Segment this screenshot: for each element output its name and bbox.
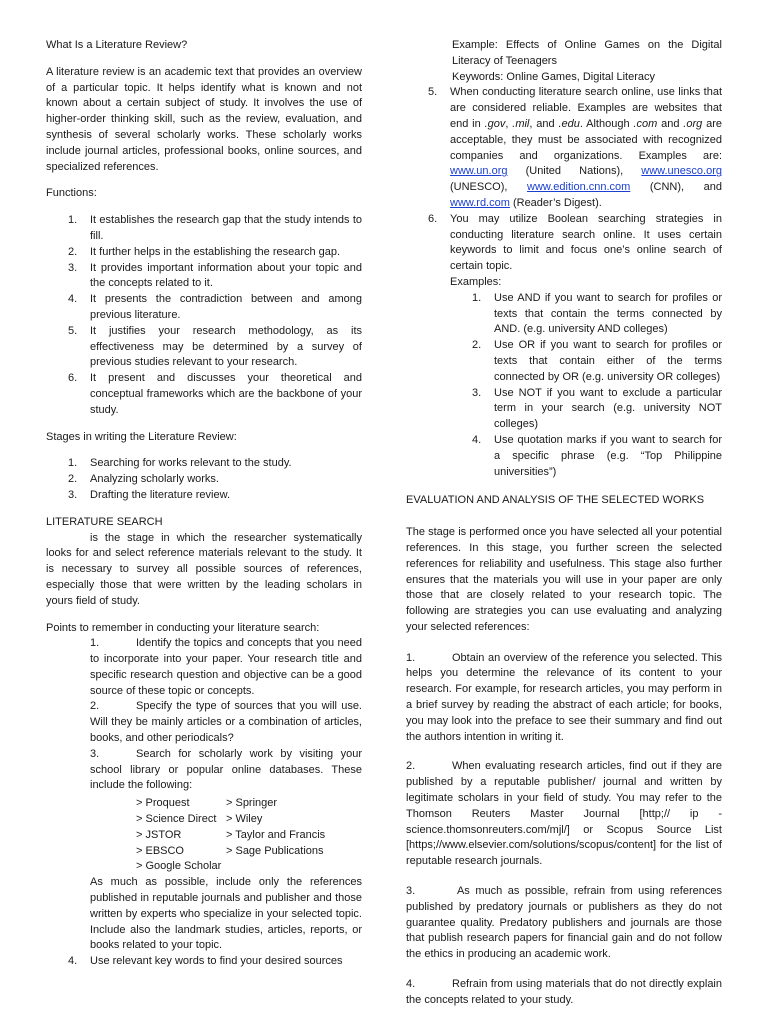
right-column xyxy=(406,38,722,1009)
document-title: What Is a Literature Review? xyxy=(46,39,188,51)
point3-continuation: As much as possible, include only the references published in reputable journals and publisher and those written by experts who specialize in your selected topic. Include also the landmark studies, articles, reports, or books related to your topic. xyxy=(90,876,362,952)
example-title: Example: Effects of Online Games on the Digital Literacy of Teenagers xyxy=(452,39,722,67)
list-item: 6. You may utilize Boolean searching strategies in conducting literature search online. It uses certain keywords to limit and focus one’s online search of certain topic. Examples: 1. Use AND if you want to search for profiles or texts that contain the terms connected by AND. (e.g. university AND colleges) 2. Use OR if you want to search for profiles or texts that contain either of the terms connected by OR (e.g. university OR colleges) 3. Use NOT if you want to exclude a particular term in your search (e.g. university NOT colleges) 4. Use quotation marks if you want to search for a specific phrase (e.g. “Top Philippine universities”) xyxy=(406,212,722,481)
evaluation-heading: EVALUATION AND ANALYSIS OF THE SELECTED WORKS xyxy=(406,494,705,507)
list-item: > JSTOR > Taylor and Francis xyxy=(136,828,326,841)
points-heading: Points to remember in conducting your literature search: xyxy=(46,621,320,634)
list-item: > Proquest > Springer xyxy=(136,797,278,810)
literature-search-heading: LITERATURE SEARCH xyxy=(46,515,163,528)
list-item: 1. It establishes the research gap that the study intends to fill. xyxy=(68,214,362,242)
list-item: 2. Specify the type of sources that you will use. Will they be mainly articles or a combination of articles, books, and other periodicals? xyxy=(90,700,362,745)
list-item: 4. It presents the contradiction between and among previous literature. xyxy=(68,293,362,321)
link-cnn[interactable]: www.edition.cnn.com xyxy=(527,181,631,194)
list-item: 2. It further helps in the establishing the research gap. xyxy=(68,245,341,258)
list-item: 4. Use relevant key words to find your desired sources xyxy=(68,955,343,968)
strategy-item: 2. When evaluating research articles, find out if they are published by a reputable publisher/ journal and written by legitimate scholars in your field of study. You may refer to the Thomson Reuters Master Journal [http;// ip - science.thomsonreuters.com/mjl/] or Scopus Source List [https;//www.elsevier.com/solutions/scopus/content] for the list of reputable research journals. xyxy=(406,760,722,868)
list-item: > Google Scholar xyxy=(136,860,222,873)
list-item: 4. Use quotation marks if you want to search for a specific phrase (e.g. “Top Philippine universities”) xyxy=(472,433,722,478)
list-item: > Science Direct > Wiley xyxy=(136,813,263,826)
stages-heading: Stages in writing the Literature Review: xyxy=(46,430,237,443)
strategy-item: 3. As much as possible, refrain from using references published by predatory journals or publishers as they do not guarantee quality. Predatory publishers and journals are those that publish research papers for financial gain and do not follow the ethics in producing an academic work. xyxy=(406,885,722,961)
link-unesco[interactable]: www.unesco.org xyxy=(641,165,722,178)
points-list xyxy=(46,636,362,954)
list-item: 3. Drafting the literature review. xyxy=(68,488,231,501)
link-rd[interactable]: www.rd.com xyxy=(450,196,510,209)
intro-paragraph: A literature review is an academic text that provides an overview of a particular topic. It helps identify what is known and not known about a certain subject of study. It involves the use of higher-order thinking skill, such as the review, evaluation, and synthesis of several scholarly works. These scholarly works include journal articles, professional books, online sources, and specialized references. xyxy=(46,65,362,173)
list-item: 1. Searching for works relevant to the study. xyxy=(68,457,292,470)
points-list-right xyxy=(406,85,722,480)
points-list-cont xyxy=(46,954,362,970)
left-column xyxy=(46,38,362,970)
database-list xyxy=(136,796,362,875)
example-keywords: Keywords: Online Games, Digital Literacy xyxy=(452,70,655,83)
list-item: 5. It justifies your research methodology, as its effectiveness may be determined by a survey of previous studies relevant to your research. xyxy=(68,324,362,369)
link-un[interactable]: www.un.org xyxy=(450,165,508,178)
stages-list xyxy=(46,456,362,503)
list-item: 3. It provides important information about your topic and the concepts related to it. xyxy=(68,261,362,290)
literature-search-paragraph: is the stage in which the researcher systematically looks for and select reference materials relevant to the study. It is necessary to survey all possible sources of references, especially those that were written by the leading scholars in yours field of study. xyxy=(46,531,362,607)
list-item: 2. Analyzing scholarly works. xyxy=(68,473,219,486)
strategy-item: 1. Obtain an overview of the reference you selected. This helps you determine the relevance of its content to your research. For example, for research articles, you may perform in a brief survey by reading the abstract of each article; for books, you may look into the preface to see their summary and find out the authors intention in writing it. xyxy=(406,651,722,743)
list-item: 3. Search for scholarly work by visiting your school library or popular online databases. These include the following: xyxy=(90,747,362,792)
list-item: 1. Use AND if you want to search for profiles or texts that contain the terms connected by AND. (e.g. university AND colleges) xyxy=(472,291,722,336)
evaluation-intro: The stage is performed once you have selected all your potential references. In this stage, you further screen the selected references for reliability and usefulness. This stage also further ensures that the materials you will use in your paper are only those that are closely related to your research topic. The following are strategies you can use evaluating and analyzing your selected references: xyxy=(406,526,722,633)
list-item: 5. When conducting literature search online, use links that are considered reliable. Examples are websites that end in .gov, .mil, and .edu. Although .com and .org are acceptable, they must be associated with recognized companies and organizations. Examples are: www.un.org (United Nations), www.unesco.org (UNESCO), www.edition.cnn.com (CNN), and www.rd.com (Reader’s Digest). xyxy=(428,86,722,209)
examples-label: Examples: xyxy=(450,275,502,288)
list-item: 6. It present and discusses your theoretical and conceptual frameworks which are the backbone of your study. xyxy=(68,372,362,416)
list-item: 1. Identify the topics and concepts that you need to incorporate into your paper. Your research title and specific research question and objective can be a good source of these topic or concepts. xyxy=(90,637,362,697)
list-item: 3. Use NOT if you want to exclude a particular term in your search (e.g. university NOT colleges) xyxy=(472,386,722,431)
functions-heading: Functions: xyxy=(46,187,97,200)
list-item: > EBSCO > Sage Publications xyxy=(136,844,324,857)
boolean-examples-list xyxy=(450,291,722,481)
strategy-item: 4. Refrain from using materials that do not directly explain the concepts related to your study. xyxy=(406,978,722,1006)
functions-list xyxy=(46,213,362,418)
list-item: 2. Use OR if you want to search for profiles or texts that contain either of the terms connected by OR (e.g. university OR colleges) xyxy=(472,339,722,383)
